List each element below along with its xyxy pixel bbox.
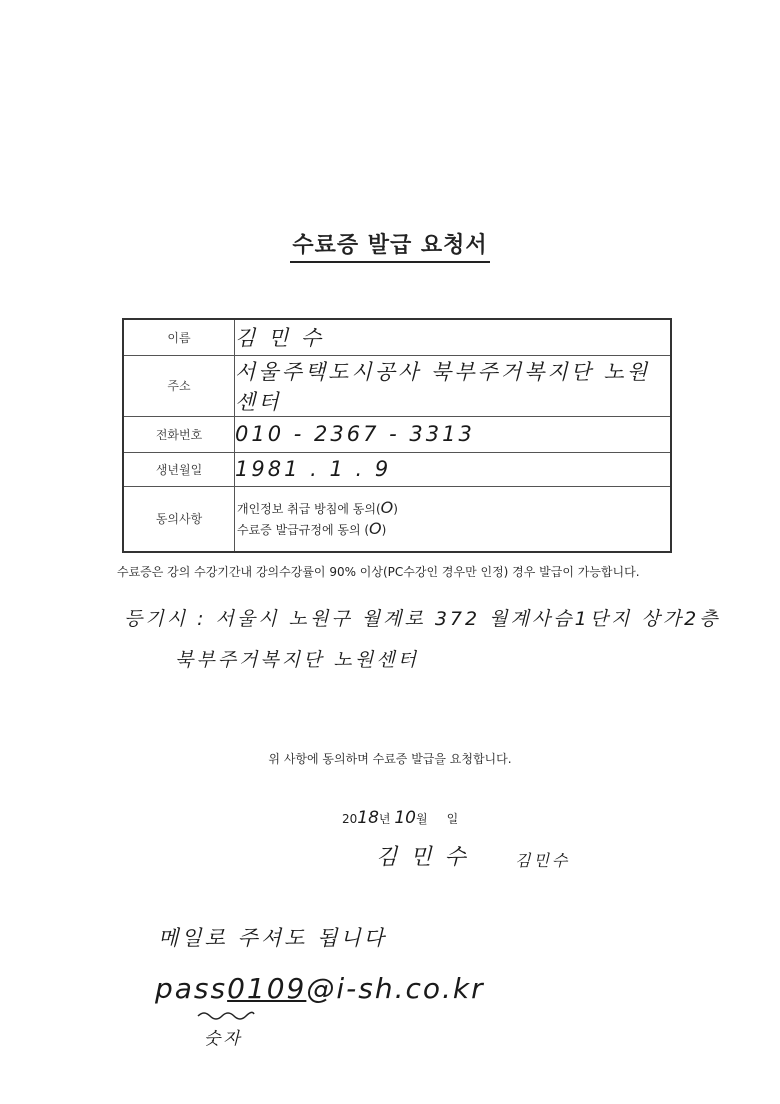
consent-privacy-text: 개인정보 취급 방침에 동의(	[237, 501, 381, 516]
handwritten-email-address	[155, 972, 485, 1005]
handwritten-mailing-address-line2: 북부주거복지단 노원센터	[175, 649, 419, 671]
form-row-address	[123, 355, 671, 416]
date-year-suffix: 년	[378, 812, 391, 826]
birthdate-value: 1981 . 1 . 9	[235, 457, 392, 481]
document-title	[0, 228, 780, 263]
handwritten-email-note: 메일로 주셔도 됩니다	[158, 926, 387, 950]
name-value: 김 민 수	[235, 326, 325, 351]
consent-rule-text: 수료증 발급규정에 동의 (	[237, 522, 370, 537]
consent-rule-close: )	[381, 522, 387, 537]
request-date	[342, 808, 458, 828]
consent-label: 동의사항	[123, 486, 235, 552]
email-suffix: @i-sh.co.kr	[306, 972, 485, 1005]
date-year-hand: 18	[357, 808, 379, 828]
squiggle-mark-icon	[196, 1008, 256, 1022]
date-month-suffix: 월	[415, 812, 428, 826]
form-row-phone	[123, 416, 671, 452]
email-digits: 0109	[227, 972, 307, 1005]
email-prefix: pass	[155, 972, 228, 1005]
form-row-birthdate	[123, 452, 671, 486]
form-row-consent	[123, 486, 671, 552]
name-field	[235, 319, 672, 355]
birthdate-label: 생년월일	[123, 452, 235, 486]
consent-field	[235, 486, 672, 552]
issuance-note: 수료증은 강의 수강기간내 강의수강률이 90% 이상(PC수강인 경우만 인정) 경우 발급이 가능합니다.	[117, 565, 640, 579]
signature-name: 김 민 수	[376, 845, 469, 870]
birthdate-field	[235, 452, 672, 486]
date-day-suffix: 일	[446, 812, 459, 826]
consent-privacy-mark: O	[380, 497, 394, 517]
phone-field	[235, 416, 672, 452]
consent-privacy	[235, 498, 670, 519]
phone-value: 010 - 2367 - 3313	[235, 422, 475, 446]
date-month-hand: 10	[394, 808, 416, 828]
document-title-text: 수료증 발급 요청서	[290, 228, 489, 263]
name-label: 이름	[123, 319, 235, 355]
address-label: 주소	[123, 355, 235, 416]
handwritten-digits-note: 숫자	[204, 1029, 243, 1049]
consent-privacy-close: )	[393, 501, 398, 516]
consent-rule-mark: O	[369, 518, 382, 538]
request-statement: 위 사항에 동의하며 수료증 발급을 요청합니다.	[268, 752, 512, 766]
date-year-prefix: 20	[342, 812, 358, 826]
address-value: 서울주택도시공사 북부주거복지단 노원센터	[235, 359, 651, 414]
phone-label: 전화번호	[123, 416, 235, 452]
form-row-name	[123, 319, 671, 355]
consent-rule	[235, 519, 670, 540]
handwritten-mailing-address-line1: 등기시 : 서울시 노원구 월계로 372 월계사슴1단지 상가2층	[124, 608, 721, 630]
signature-stamp: 김민수	[515, 851, 571, 870]
address-field	[235, 355, 672, 416]
request-form-table	[122, 318, 672, 553]
